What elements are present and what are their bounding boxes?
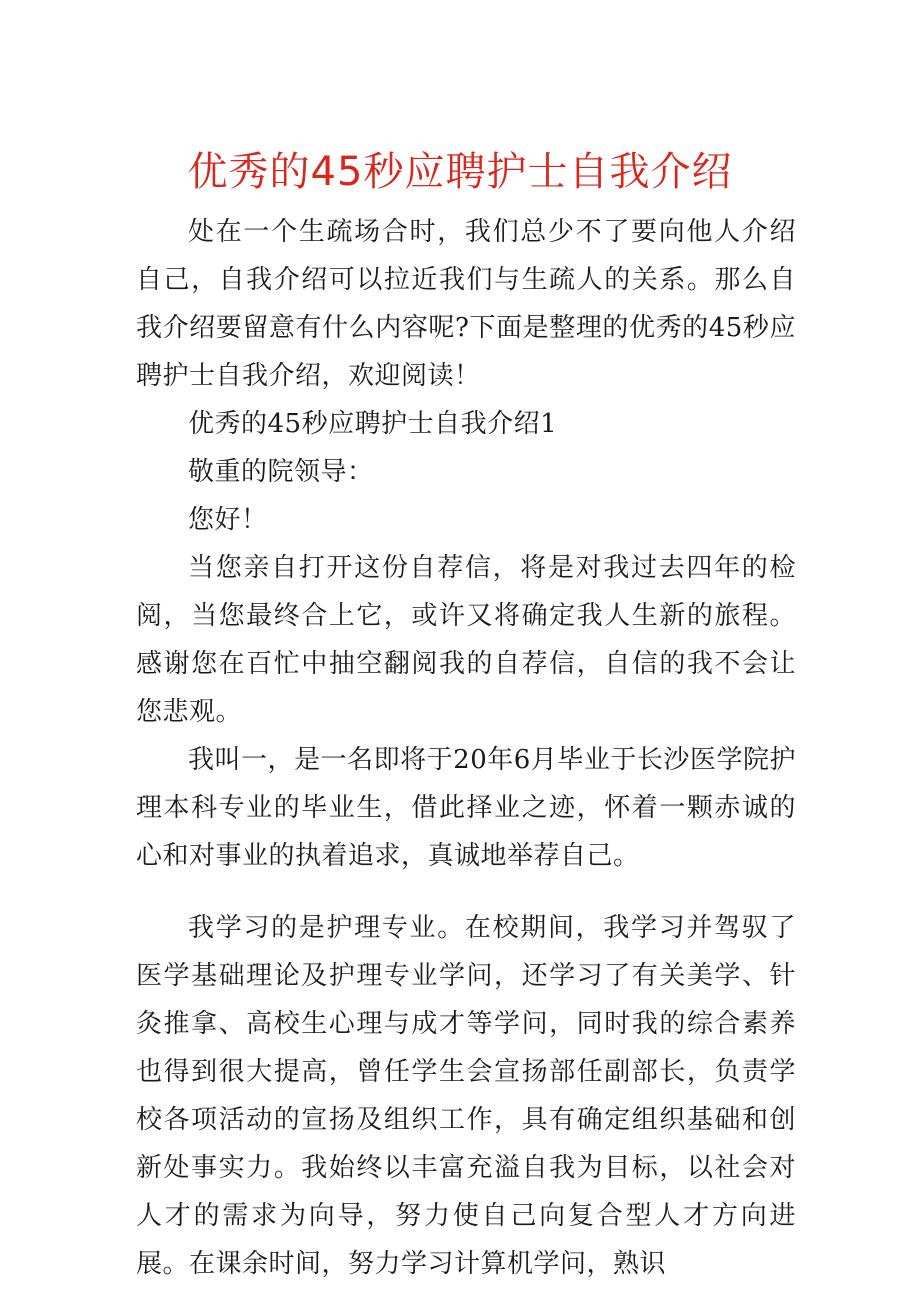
body-paragraph-opening: 当您亲自打开这份自荐信，将是对我过去四年的检阅，当您最终合上它，或许又将确定我人生新的旅程。感谢您在百忙中抽空翻阅我的自荐信，自信的我不会让您悲观。	[136, 553, 796, 727]
salutation: 敬重的院领导：	[188, 457, 374, 487]
intro-paragraph: 处在一个生疏场合时，我们总少不了要向他人介绍自己，自我介绍可以拉近我们与生疏人的关系。那么自我介绍要留意有什么内容呢?下面是整理的优秀的45秒应聘护士自我介绍，欢迎阅读！	[136, 217, 796, 391]
document-title: 优秀的45秒应聘护士自我介绍	[187, 149, 733, 195]
greeting: 您好！	[188, 505, 268, 535]
section-heading: 优秀的45秒应聘护士自我介绍1	[188, 409, 558, 439]
document-body	[136, 208, 796, 1288]
body-paragraph-study: 我学习的是护理专业。在校期间，我学习并驾驭了医学基础理论及护理专业学问，还学习了有关美学、针灸推拿、高校生心理与成才等学问，同时我的综合素养也得到很大提高，曾任学生会宣扬部任副部长，负责学校各项活动的宣扬及组织工作，具有确定组织基础和创新处事实力。我始终以丰富充溢自我为目标，以社会对人才的需求为向导，努力使自己向复合型人才方向进展。在课余时间，努力学习计算机学问，熟识	[136, 913, 796, 1279]
body-paragraph-self-intro: 我叫一，是一名即将于20年6月毕业于长沙医学院护理本科专业的毕业生，借此择业之迹，怀着一颗赤诚的心和对事业的执着追求，真诚地举荐自己。	[136, 745, 796, 871]
